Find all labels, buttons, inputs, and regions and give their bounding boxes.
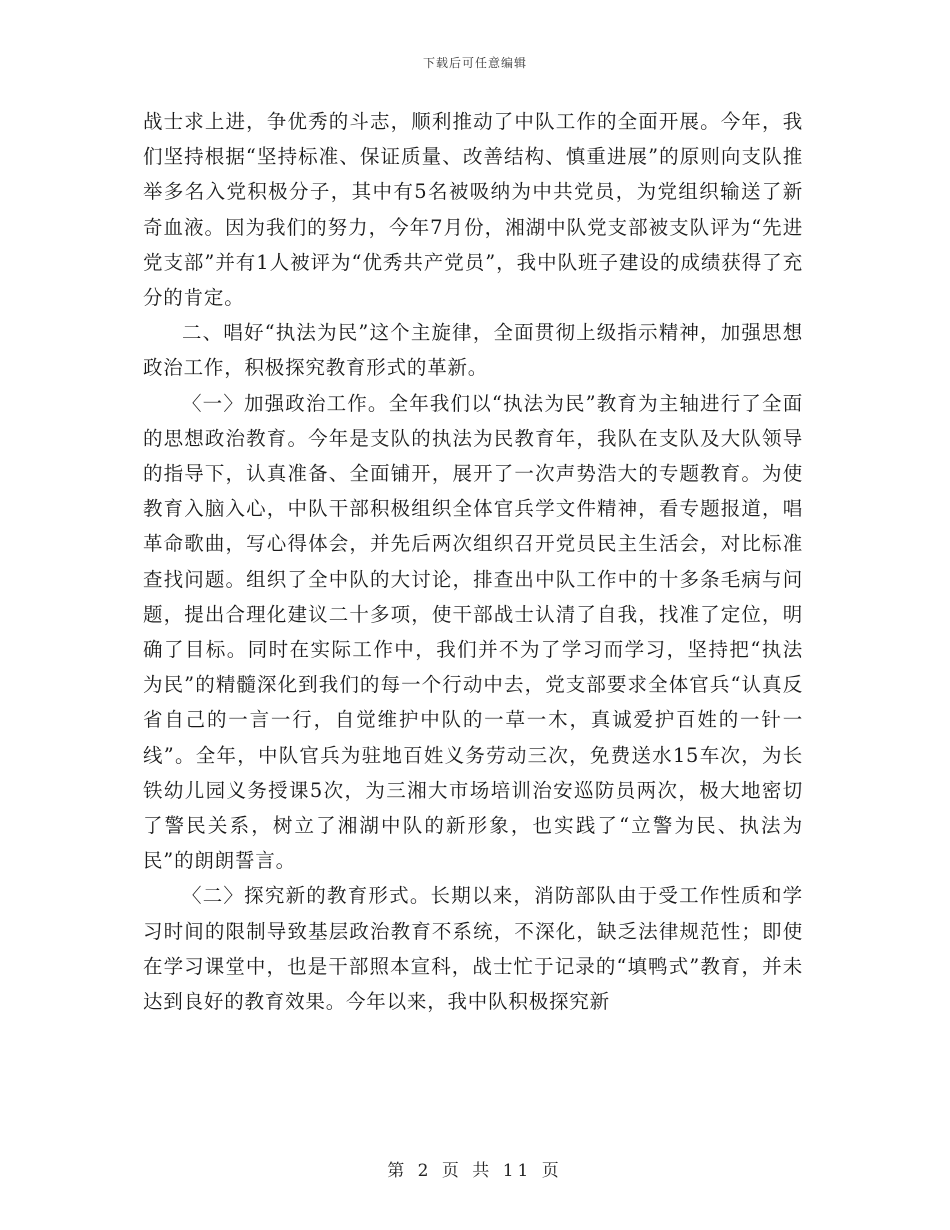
paragraph-4: 〈二〉探究新的教育形式。长期以来，消防部队由于受工作性质和学习时间的限制导致基层政治教育不系统，不深化，缺乏法律规范性；即使在学习课堂中，也是干部照本宣科，战士忙于记录的“填鸭式”教育，并未达到良好的教育效果。今年以来，我中队积极探究新	[143, 884, 803, 1014]
document-body	[143, 104, 803, 1019]
paragraph-1: 战士求上进，争优秀的斗志，顺利推动了中队工作的全面开展。今年，我们坚持根据“坚持标准、保证质量、改善结构、慎重进展”的原则向支队推举多名入党积极分子，其中有5名被吸纳为中共党员，为党组织输送了新奇血液。因为我们的努力，今年7月份，湘湖中队党支部被支队评为“先进党支部”并有1人被评为“优秀共产党员”，我中队班子建设的成绩获得了充分的肯定。	[143, 110, 803, 310]
page-number: 第 2 页 共 11 页	[387, 1161, 563, 1181]
paragraph-3: 〈一〉加强政治工作。全年我们以“执法为民”教育为主轴进行了全面的思想政治教育。今年是支队的执法为民教育年，我队在支队及大队领导的指导下，认真准备、全面铺开，展开了一次声势浩大的专题教育。为使教育入脑入心，中队干部积极组织全体官兵学文件精神，看专题报道，唱革命歌曲，写心得体会，并先后两次组织召开党员民主生活会，对比标准查找问题。组织了全中队的大讨论，排查出中队工作中的十多条毛病与问题，提出合理化建议二十多项，使干部战士认清了自我，找准了定位，明确了目标。同时在实际工作中，我们并不为了学习而学习，坚持把“执法为民”的精髓深化到我们的每一个行动中去，党支部要求全体官兵“认真反省自己的一言一行，自觉维护中队的一草一木，真诚爱护百姓的一针一线”。全年，中队官兵为驻地百姓义务劳动三次，免费送水15车次，为长铁幼儿园义务授课5次，为三湘大市场培训治安巡防员两次，极大地密切了警民关系，树立了湘湖中队的新形象，也实践了“立警为民、执法为民”的朗朗誓言。	[143, 391, 803, 873]
paragraph-2: 二、唱好“执法为民”这个主旋律，全面贯彻上级指示精神，加强思想政治工作，积极探究教育形式的革新。	[143, 321, 803, 380]
page-header-note: 下载后可任意编辑	[422, 56, 527, 70]
